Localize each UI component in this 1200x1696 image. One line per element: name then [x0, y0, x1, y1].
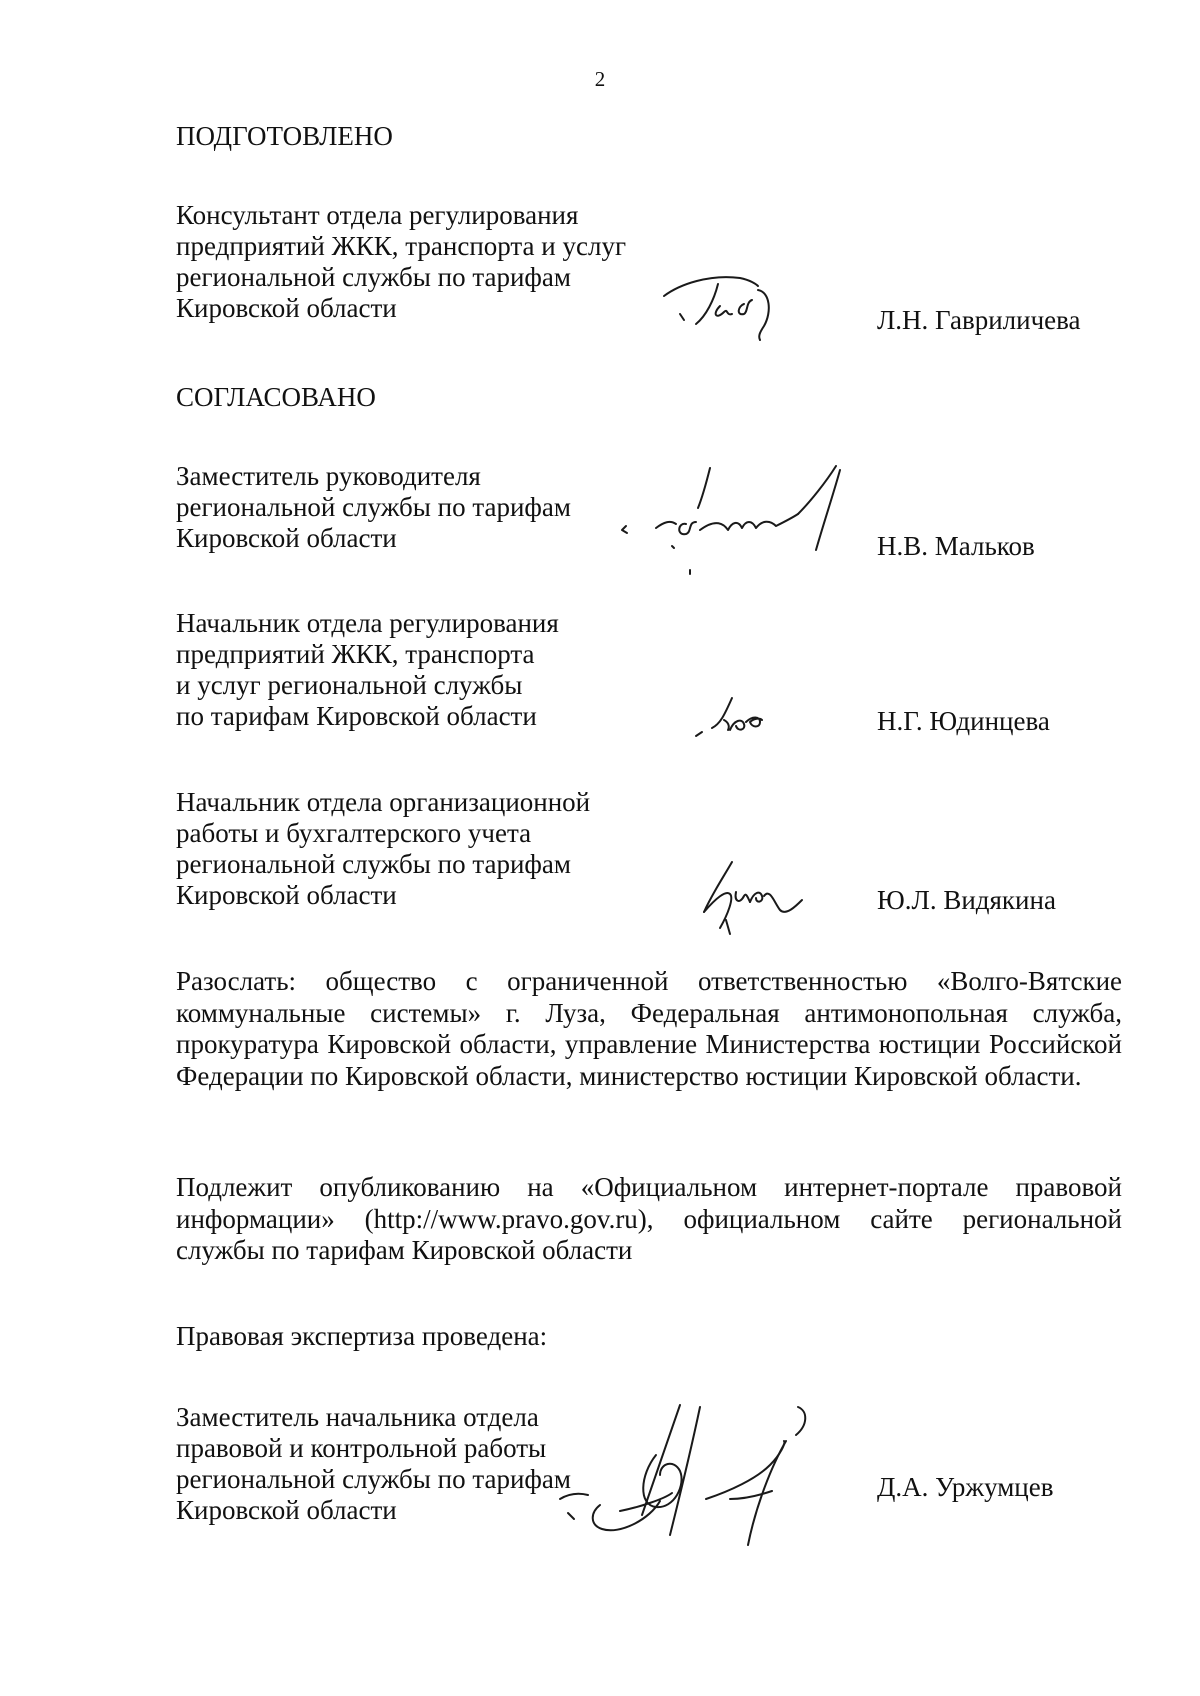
signature-malkov [620, 462, 890, 592]
position-line: региональной службы по тарифам [176, 849, 571, 879]
prepared-heading: ПОДГОТОВЛЕНО [176, 121, 393, 151]
legal-review-heading: Правовая экспертиза проведена: [176, 1321, 548, 1351]
signature-urzhumtsev [560, 1395, 890, 1555]
signer-name: Н.Г. Юдинцева [877, 706, 1050, 736]
publication-paragraph: Подлежит опубликованию на «Официальном интернет-портале правовой информации» (http://www.pravo.gov.ru), официальном сайте региональной службы по тарифам Кировской области [176, 1172, 1122, 1265]
legal-review-name: Д.А. Уржумцев [877, 1472, 1054, 1502]
signature-vidyakina [690, 858, 810, 938]
page-number: 2 [594, 67, 606, 91]
signer-name: Ю.Л. Видякина [877, 885, 1056, 915]
position-line: Кировской области [176, 523, 397, 553]
position-line: Кировской области [176, 293, 397, 323]
position-line: работы и бухгалтерского учета [176, 818, 532, 848]
position-line: предприятий ЖКК, транспорта [176, 639, 535, 669]
signature-yudintseva [690, 690, 800, 750]
position-line: региональной службы по тарифам [176, 492, 571, 522]
position-line: предприятий ЖКК, транспорта и услуг [176, 231, 627, 261]
distribution-paragraph: Разослать: общество с ограниченной ответственностью «Волго-Вятские коммунальные системы» г. Луза, Федеральная антимонопольная служба, прокуратура Кировской области, управление Министерства юстиции Российской Федерации по Кировской области, министерство юстиции Кировской области. [176, 966, 1122, 1091]
position-line: Кировской области [176, 880, 397, 910]
prepared-position [176, 200, 626, 324]
position-line: Заместитель руководителя [176, 461, 481, 491]
position-line: и услуг региональной службы [176, 670, 523, 700]
position-line: правовой и контрольной работы [176, 1433, 547, 1463]
position-line: Консультант отдела регулирования [176, 200, 579, 230]
legal-review-position [176, 1402, 571, 1526]
position-line: Начальник отдела организационной [176, 787, 591, 817]
prepared-name: Л.Н. Гавриличева [877, 305, 1081, 335]
position-line: региональной службы по тарифам [176, 1464, 571, 1494]
position-line: по тарифам Кировской области [176, 701, 537, 731]
position-line: Кировской области [176, 1495, 397, 1525]
signer-position [176, 787, 590, 911]
agreed-heading: СОГЛАСОВАНО [176, 382, 376, 412]
position-line: Начальник отдела регулирования [176, 608, 559, 638]
signer-position [176, 461, 571, 554]
position-line: региональной службы по тарифам [176, 262, 571, 292]
position-line: Заместитель начальника отдела [176, 1402, 539, 1432]
signer-position [176, 608, 559, 732]
signer-name: Н.В. Мальков [877, 531, 1035, 561]
signature-gavrilicheva [660, 262, 800, 352]
